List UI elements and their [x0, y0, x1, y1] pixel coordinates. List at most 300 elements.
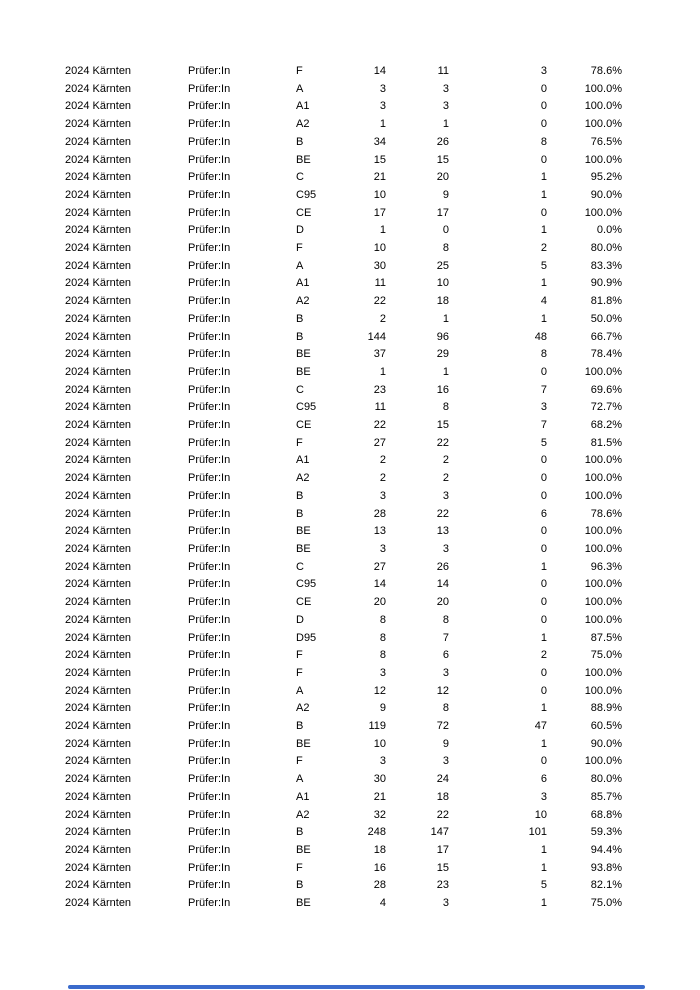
cell-passed-count: 18	[436, 295, 449, 308]
cell-pass-rate: 75.0%	[590, 897, 622, 910]
cell-license-category: BE	[296, 897, 311, 910]
cell-passed-count: 2	[442, 454, 449, 467]
table-row	[0, 559, 700, 577]
table-row	[0, 417, 700, 435]
cell-passed-count: 96	[436, 330, 449, 343]
cell-passed-count: 3	[442, 666, 449, 679]
table-row	[0, 700, 700, 718]
table-row	[0, 346, 700, 364]
cell-pass-rate: 68.8%	[590, 808, 622, 821]
cell-passed-count: 23	[436, 879, 449, 892]
cell-examiner-role: Prüfer:In	[188, 808, 231, 821]
cell-license-category: B	[296, 507, 304, 520]
cell-failed-count: 0	[540, 613, 547, 626]
cell-year-region: 2024 Kärnten	[65, 560, 132, 573]
cell-license-category: A	[296, 773, 304, 786]
cell-total-count: 23	[373, 383, 386, 396]
cell-license-category: A	[296, 684, 304, 697]
cell-pass-rate: 90.9%	[590, 277, 622, 290]
cell-pass-rate: 82.1%	[590, 879, 622, 892]
cell-total-count: 16	[373, 861, 386, 874]
cell-pass-rate: 100.0%	[584, 684, 622, 697]
cell-failed-count: 0	[540, 755, 547, 768]
cell-total-count: 12	[373, 684, 386, 697]
cell-total-count: 3	[379, 666, 386, 679]
cell-pass-rate: 100.0%	[584, 542, 622, 555]
horizontal-scrollbar-thumb[interactable]	[68, 985, 645, 989]
cell-license-category: BE	[296, 348, 311, 361]
cell-pass-rate: 75.0%	[590, 649, 622, 662]
cell-passed-count: 8	[442, 702, 449, 715]
cell-examiner-role: Prüfer:In	[188, 295, 231, 308]
cell-year-region: 2024 Kärnten	[65, 737, 132, 750]
cell-year-region: 2024 Kärnten	[65, 702, 132, 715]
cell-pass-rate: 100.0%	[584, 613, 622, 626]
cell-total-count: 1	[379, 224, 386, 237]
cell-examiner-role: Prüfer:In	[188, 153, 231, 166]
cell-failed-count: 2	[540, 649, 547, 662]
cell-examiner-role: Prüfer:In	[188, 702, 231, 715]
cell-failed-count: 1	[540, 560, 547, 573]
cell-pass-rate: 85.7%	[590, 790, 622, 803]
cell-pass-rate: 100.0%	[584, 472, 622, 485]
cell-license-category: A2	[296, 808, 310, 821]
cell-examiner-role: Prüfer:In	[188, 843, 231, 856]
cell-examiner-role: Prüfer:In	[188, 525, 231, 538]
cell-pass-rate: 100.0%	[584, 206, 622, 219]
cell-examiner-role: Prüfer:In	[188, 489, 231, 502]
cell-failed-count: 3	[540, 401, 547, 414]
cell-failed-count: 0	[540, 82, 547, 95]
cell-failed-count: 0	[540, 578, 547, 591]
cell-failed-count: 0	[540, 666, 547, 679]
cell-failed-count: 7	[540, 383, 547, 396]
cell-failed-count: 7	[540, 419, 547, 432]
cell-examiner-role: Prüfer:In	[188, 348, 231, 361]
table-row	[0, 665, 700, 683]
cell-year-region: 2024 Kärnten	[65, 525, 132, 538]
table-row	[0, 222, 700, 240]
cell-passed-count: 3	[442, 542, 449, 555]
cell-failed-count: 0	[540, 596, 547, 609]
cell-pass-rate: 100.0%	[584, 525, 622, 538]
cell-year-region: 2024 Kärnten	[65, 436, 132, 449]
table-row	[0, 630, 700, 648]
cell-total-count: 11	[374, 401, 386, 414]
cell-year-region: 2024 Kärnten	[65, 755, 132, 768]
cell-failed-count: 48	[534, 330, 547, 343]
cell-failed-count: 1	[540, 702, 547, 715]
cell-year-region: 2024 Kärnten	[65, 259, 132, 272]
cell-license-category: C	[296, 560, 304, 573]
cell-failed-count: 10	[534, 808, 547, 821]
table-row	[0, 63, 700, 81]
cell-examiner-role: Prüfer:In	[188, 383, 231, 396]
cell-failed-count: 1	[540, 188, 547, 201]
cell-year-region: 2024 Kärnten	[65, 65, 132, 77]
cell-failed-count: 1	[540, 224, 547, 237]
cell-license-category: CE	[296, 206, 312, 219]
table-row	[0, 187, 700, 205]
cell-examiner-role: Prüfer:In	[188, 560, 231, 573]
cell-examiner-role: Prüfer:In	[188, 454, 231, 467]
cell-year-region: 2024 Kärnten	[65, 542, 132, 555]
cell-license-category: A	[296, 259, 304, 272]
cell-year-region: 2024 Kärnten	[65, 188, 132, 201]
cell-pass-rate: 100.0%	[584, 365, 622, 378]
cell-failed-count: 0	[540, 542, 547, 555]
cell-license-category: F	[296, 666, 303, 679]
cell-failed-count: 6	[540, 507, 547, 520]
cell-pass-rate: 96.3%	[590, 560, 622, 573]
cell-total-count: 8	[379, 631, 386, 644]
cell-total-count: 27	[373, 436, 386, 449]
table-row	[0, 435, 700, 453]
cell-total-count: 2	[379, 454, 386, 467]
cell-pass-rate: 100.0%	[584, 755, 622, 768]
cell-pass-rate: 80.0%	[590, 773, 622, 786]
cell-license-category: B	[296, 720, 304, 733]
cell-total-count: 144	[367, 330, 386, 343]
cell-total-count: 22	[373, 419, 386, 432]
cell-total-count: 13	[373, 525, 386, 538]
cell-pass-rate: 78.6%	[590, 507, 622, 520]
cell-year-region: 2024 Kärnten	[65, 348, 132, 361]
cell-pass-rate: 81.5%	[590, 436, 622, 449]
cell-license-category: C	[296, 383, 304, 396]
table-row	[0, 134, 700, 152]
cell-pass-rate: 78.4%	[590, 348, 622, 361]
table-row	[0, 541, 700, 559]
cell-passed-count: 12	[436, 684, 449, 697]
cell-passed-count: 0	[442, 224, 449, 237]
cell-examiner-role: Prüfer:In	[188, 897, 231, 910]
cell-total-count: 2	[379, 472, 386, 485]
cell-examiner-role: Prüfer:In	[188, 596, 231, 609]
cell-year-region: 2024 Kärnten	[65, 330, 132, 343]
cell-passed-count: 15	[436, 861, 449, 874]
cell-examiner-role: Prüfer:In	[188, 118, 231, 131]
cell-passed-count: 20	[436, 171, 449, 184]
cell-failed-count: 47	[534, 720, 547, 733]
cell-total-count: 3	[379, 82, 386, 95]
table-row	[0, 311, 700, 329]
cell-license-category: CE	[296, 419, 312, 432]
cell-pass-rate: 100.0%	[584, 454, 622, 467]
cell-license-category: F	[296, 861, 303, 874]
cell-examiner-role: Prüfer:In	[188, 631, 231, 644]
cell-year-region: 2024 Kärnten	[65, 206, 132, 219]
cell-year-region: 2024 Kärnten	[65, 808, 132, 821]
cell-year-region: 2024 Kärnten	[65, 843, 132, 856]
cell-pass-rate: 50.0%	[590, 312, 622, 325]
cell-failed-count: 1	[540, 861, 547, 874]
cell-failed-count: 1	[540, 631, 547, 644]
cell-passed-count: 22	[436, 507, 449, 520]
cell-total-count: 4	[379, 897, 386, 910]
cell-license-category: A	[296, 82, 304, 95]
table-row	[0, 470, 700, 488]
cell-pass-rate: 60.5%	[590, 720, 622, 733]
cell-license-category: F	[296, 242, 303, 255]
table-row	[0, 860, 700, 878]
cell-license-category: B	[296, 330, 304, 343]
cell-year-region: 2024 Kärnten	[65, 897, 132, 910]
cell-license-category: CE	[296, 596, 312, 609]
cell-failed-count: 101	[528, 826, 547, 839]
cell-examiner-role: Prüfer:In	[188, 879, 231, 892]
cell-examiner-role: Prüfer:In	[188, 737, 231, 750]
cell-license-category: B	[296, 826, 304, 839]
cell-pass-rate: 90.0%	[590, 188, 622, 201]
cell-pass-rate: 72.7%	[590, 401, 622, 414]
cell-examiner-role: Prüfer:In	[188, 188, 231, 201]
cell-year-region: 2024 Kärnten	[65, 383, 132, 396]
cell-year-region: 2024 Kärnten	[65, 312, 132, 325]
cell-license-category: A1	[296, 100, 310, 113]
table-row	[0, 488, 700, 506]
cell-examiner-role: Prüfer:In	[188, 277, 231, 290]
table-row	[0, 382, 700, 400]
table-row	[0, 807, 700, 825]
cell-total-count: 248	[367, 826, 386, 839]
cell-failed-count: 0	[540, 365, 547, 378]
cell-examiner-role: Prüfer:In	[188, 259, 231, 272]
cell-examiner-role: Prüfer:In	[188, 684, 231, 697]
cell-passed-count: 3	[442, 489, 449, 502]
cell-year-region: 2024 Kärnten	[65, 295, 132, 308]
cell-passed-count: 16	[436, 383, 449, 396]
cell-pass-rate: 78.6%	[590, 65, 622, 77]
cell-passed-count: 15	[436, 153, 449, 166]
cell-year-region: 2024 Kärnten	[65, 419, 132, 432]
cell-year-region: 2024 Kärnten	[65, 135, 132, 148]
cell-license-category: D	[296, 224, 304, 237]
table-row	[0, 205, 700, 223]
table-row	[0, 240, 700, 258]
cell-passed-count: 9	[442, 188, 449, 201]
cell-pass-rate: 76.5%	[590, 135, 622, 148]
cell-examiner-role: Prüfer:In	[188, 171, 231, 184]
cell-passed-count: 1	[442, 312, 449, 325]
cell-failed-count: 0	[540, 472, 547, 485]
cell-passed-count: 8	[442, 242, 449, 255]
cell-pass-rate: 94.4%	[590, 843, 622, 856]
cell-year-region: 2024 Kärnten	[65, 401, 132, 414]
cell-examiner-role: Prüfer:In	[188, 135, 231, 148]
cell-failed-count: 0	[540, 454, 547, 467]
cell-examiner-role: Prüfer:In	[188, 330, 231, 343]
cell-failed-count: 5	[540, 879, 547, 892]
cell-year-region: 2024 Kärnten	[65, 224, 132, 237]
cell-total-count: 9	[379, 702, 386, 715]
cell-license-category: D	[296, 613, 304, 626]
cell-failed-count: 4	[540, 295, 547, 308]
table-row	[0, 789, 700, 807]
cell-license-category: A1	[296, 277, 310, 290]
cell-pass-rate: 100.0%	[584, 118, 622, 131]
cell-license-category: BE	[296, 843, 311, 856]
cell-failed-count: 5	[540, 259, 547, 272]
cell-license-category: F	[296, 65, 303, 77]
cell-failed-count: 1	[540, 171, 547, 184]
cell-failed-count: 0	[540, 153, 547, 166]
cell-passed-count: 22	[436, 436, 449, 449]
cell-passed-count: 26	[436, 135, 449, 148]
cell-license-category: B	[296, 489, 304, 502]
table-row	[0, 718, 700, 736]
cell-examiner-role: Prüfer:In	[188, 206, 231, 219]
cell-passed-count: 14	[436, 578, 449, 591]
cell-examiner-role: Prüfer:In	[188, 401, 231, 414]
cell-total-count: 17	[373, 206, 386, 219]
cell-examiner-role: Prüfer:In	[188, 507, 231, 520]
cell-passed-count: 8	[442, 613, 449, 626]
table-row	[0, 293, 700, 311]
cell-passed-count: 18	[436, 790, 449, 803]
cell-pass-rate: 93.8%	[590, 861, 622, 874]
cell-pass-rate: 100.0%	[584, 82, 622, 95]
cell-pass-rate: 100.0%	[584, 489, 622, 502]
cell-total-count: 14	[373, 65, 386, 77]
cell-failed-count: 8	[540, 135, 547, 148]
cell-pass-rate: 59.3%	[590, 826, 622, 839]
cell-total-count: 14	[373, 578, 386, 591]
cell-total-count: 21	[373, 171, 386, 184]
cell-year-region: 2024 Kärnten	[65, 507, 132, 520]
cell-license-category: A1	[296, 454, 310, 467]
cell-examiner-role: Prüfer:In	[188, 472, 231, 485]
cell-failed-count: 0	[540, 684, 547, 697]
table-row	[0, 116, 700, 134]
table-row	[0, 506, 700, 524]
cell-examiner-role: Prüfer:In	[188, 100, 231, 113]
cell-pass-rate: 69.6%	[590, 383, 622, 396]
cell-total-count: 2	[379, 312, 386, 325]
cell-failed-count: 6	[540, 773, 547, 786]
cell-total-count: 27	[373, 560, 386, 573]
cell-total-count: 10	[373, 188, 386, 201]
cell-examiner-role: Prüfer:In	[188, 436, 231, 449]
cell-license-category: A1	[296, 790, 310, 803]
cell-failed-count: 5	[540, 436, 547, 449]
cell-year-region: 2024 Kärnten	[65, 649, 132, 662]
cell-failed-count: 1	[540, 312, 547, 325]
cell-year-region: 2024 Kärnten	[65, 153, 132, 166]
cell-license-category: F	[296, 649, 303, 662]
cell-failed-count: 2	[540, 242, 547, 255]
cell-license-category: BE	[296, 365, 311, 378]
cell-total-count: 3	[379, 489, 386, 502]
cell-year-region: 2024 Kärnten	[65, 684, 132, 697]
cell-pass-rate: 100.0%	[584, 666, 622, 679]
cell-pass-rate: 80.0%	[590, 242, 622, 255]
cell-examiner-role: Prüfer:In	[188, 649, 231, 662]
cell-year-region: 2024 Kärnten	[65, 118, 132, 131]
cell-license-category: BE	[296, 737, 311, 750]
table-row	[0, 523, 700, 541]
cell-year-region: 2024 Kärnten	[65, 82, 132, 95]
table-row	[0, 824, 700, 842]
cell-passed-count: 17	[436, 843, 449, 856]
table-row	[0, 98, 700, 116]
cell-examiner-role: Prüfer:In	[188, 720, 231, 733]
cell-passed-count: 26	[436, 560, 449, 573]
cell-total-count: 22	[373, 295, 386, 308]
table-row	[0, 895, 700, 913]
cell-failed-count: 1	[540, 843, 547, 856]
cell-total-count: 37	[373, 348, 386, 361]
table-row	[0, 452, 700, 470]
cell-total-count: 3	[379, 542, 386, 555]
cell-passed-count: 3	[442, 82, 449, 95]
cell-total-count: 10	[373, 737, 386, 750]
cell-license-category: A2	[296, 472, 310, 485]
cell-failed-count: 3	[540, 65, 547, 77]
cell-pass-rate: 100.0%	[584, 578, 622, 591]
cell-examiner-role: Prüfer:In	[188, 773, 231, 786]
cell-year-region: 2024 Kärnten	[65, 100, 132, 113]
cell-passed-count: 24	[436, 773, 449, 786]
cell-examiner-role: Prüfer:In	[188, 826, 231, 839]
cell-passed-count: 29	[436, 348, 449, 361]
table-row	[0, 576, 700, 594]
table-row	[0, 771, 700, 789]
cell-passed-count: 147	[430, 826, 449, 839]
cell-year-region: 2024 Kärnten	[65, 242, 132, 255]
cell-failed-count: 8	[540, 348, 547, 361]
cell-passed-count: 7	[442, 631, 449, 644]
cell-license-category: BE	[296, 153, 311, 166]
cell-passed-count: 17	[436, 206, 449, 219]
cell-pass-rate: 88.9%	[590, 702, 622, 715]
table-row	[0, 169, 700, 187]
cell-total-count: 21	[373, 790, 386, 803]
table-row	[0, 594, 700, 612]
cell-examiner-role: Prüfer:In	[188, 790, 231, 803]
cell-license-category: F	[296, 436, 303, 449]
cell-failed-count: 1	[540, 737, 547, 750]
table-row	[0, 275, 700, 293]
cell-pass-rate: 87.5%	[590, 631, 622, 644]
table-row	[0, 683, 700, 701]
cell-year-region: 2024 Kärnten	[65, 720, 132, 733]
table-row	[0, 258, 700, 276]
cell-failed-count: 1	[540, 277, 547, 290]
table-row	[0, 329, 700, 347]
table-row	[0, 877, 700, 895]
cell-examiner-role: Prüfer:In	[188, 666, 231, 679]
cell-examiner-role: Prüfer:In	[188, 312, 231, 325]
cell-license-category: A2	[296, 118, 310, 131]
cell-pass-rate: 90.0%	[590, 737, 622, 750]
cell-license-category: C95	[296, 401, 317, 414]
table-row	[0, 152, 700, 170]
cell-license-category: F	[296, 755, 303, 768]
cell-year-region: 2024 Kärnten	[65, 596, 132, 609]
cell-pass-rate: 100.0%	[584, 100, 622, 113]
cell-total-count: 8	[379, 649, 386, 662]
cell-examiner-role: Prüfer:In	[188, 613, 231, 626]
cell-examiner-role: Prüfer:In	[188, 755, 231, 768]
cell-license-category: D95	[296, 631, 317, 644]
cell-license-category: C	[296, 171, 304, 184]
cell-examiner-role: Prüfer:In	[188, 419, 231, 432]
cell-year-region: 2024 Kärnten	[65, 826, 132, 839]
cell-license-category: A2	[296, 702, 310, 715]
cell-total-count: 119	[368, 720, 386, 733]
cell-license-category: C95	[296, 188, 317, 201]
